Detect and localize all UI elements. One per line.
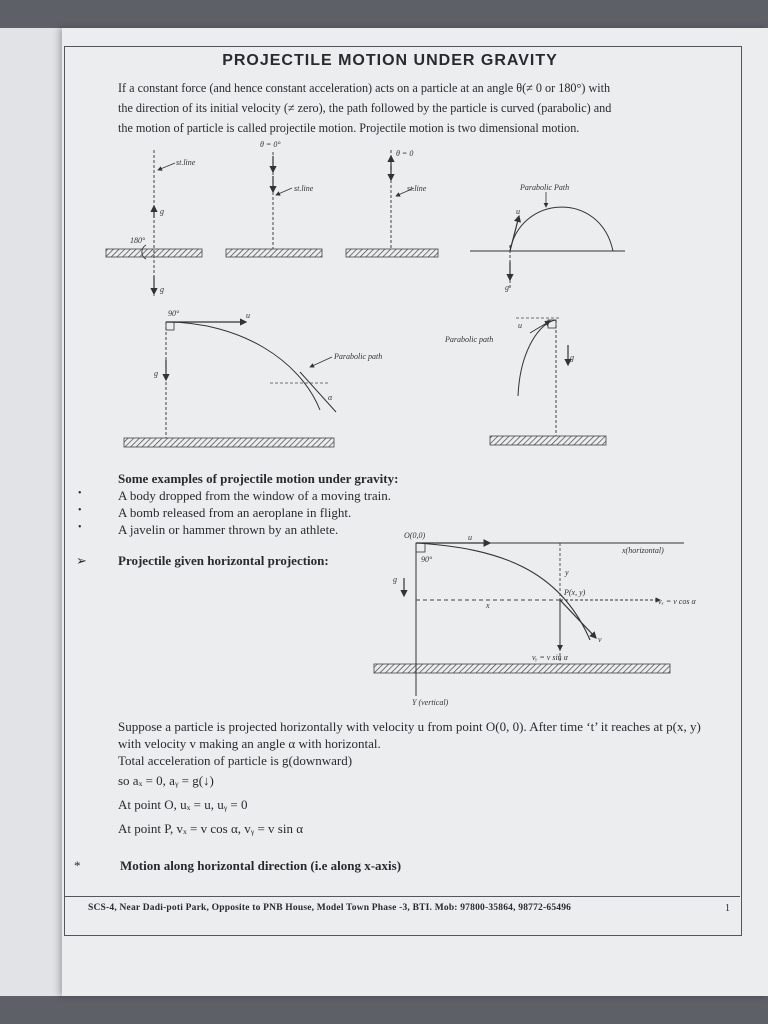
diagram-parabolic-path bbox=[470, 183, 625, 292]
diagram-parabolic-apex bbox=[444, 318, 606, 445]
motion-heading: Motion along horizontal direction (i.e along x-axis) bbox=[120, 858, 402, 873]
g-vector-label: g⃗ bbox=[154, 369, 165, 378]
list-item bbox=[78, 505, 352, 521]
g-vector-label: g⃗ bbox=[505, 283, 516, 292]
list-item bbox=[78, 488, 391, 504]
intro-line: the motion of particle is called projectile motion. Projectile motion is two dimensional motion. bbox=[118, 121, 580, 135]
x-axis-label: x(horizontal) bbox=[622, 546, 664, 555]
page-number: 1 bbox=[725, 903, 730, 914]
intro-line: the direction of its initial velocity (≠ zero), the path followed by the particle is curved (parabolic) and bbox=[118, 101, 612, 115]
st-line-label: st.line bbox=[294, 184, 314, 193]
intro-line: If a constant force (and hence constant acceleration) acts on a particle at an angle θ(≠ 0 or 180°) with bbox=[118, 81, 611, 95]
list-item bbox=[78, 522, 339, 538]
example-text: A bomb released from an aeroplane in flight. bbox=[118, 505, 352, 520]
bullet: • bbox=[78, 505, 82, 516]
page-title: PROJECTILE MOTION UNDER GRAVITY bbox=[222, 52, 558, 69]
bullet: • bbox=[78, 488, 82, 499]
alpha-label: α bbox=[328, 393, 333, 402]
y-label: y bbox=[565, 568, 569, 577]
st-line-label: st.line bbox=[176, 158, 196, 167]
equation-line: so aₓ = 0, aᵧ = g(↓) bbox=[118, 773, 214, 788]
section-marker-icon: ➢ bbox=[76, 553, 87, 568]
example-text: A javelin or hammer thrown by an athlete. bbox=[118, 522, 339, 537]
parabolic-path-label: Parabolic path bbox=[445, 335, 494, 344]
parabolic-path-label: Parabolic Path bbox=[520, 183, 570, 192]
horizontal-projection-heading: Projectile given horizontal projection: bbox=[118, 553, 329, 568]
u-vector-label: u⃗ bbox=[516, 207, 527, 216]
diagram-angle-90 bbox=[124, 309, 382, 447]
angle-90-label: 90° bbox=[168, 309, 180, 318]
footer-divider bbox=[64, 896, 740, 897]
angle-0-label: θ = 0° bbox=[260, 140, 281, 149]
g-vector-label: g⃗ bbox=[160, 285, 171, 294]
section-marker-icon: * bbox=[74, 858, 81, 873]
angle-90-label: 90° bbox=[421, 555, 433, 564]
vx-label: vₓ = v cos α bbox=[658, 597, 696, 606]
horizontal-paragraph: Suppose a particle is projected horizontally with velocity u from point O(0, 0). After time ‘t’ it reaches at p(x, y) with velocity v making an angle α with horizontal. bbox=[118, 719, 701, 751]
point-p-label: P(x, y) bbox=[564, 588, 586, 597]
x-label: x bbox=[486, 601, 490, 610]
st-line-label: st.line bbox=[407, 184, 427, 193]
example-text: A body dropped from the window of a moving train. bbox=[118, 488, 391, 503]
parabolic-path-label: Parabolic path bbox=[334, 352, 383, 361]
u-vector-label: u⃗ bbox=[518, 321, 529, 330]
origin-label: O(0,0) bbox=[404, 531, 426, 540]
u-vector-label: u⃗ bbox=[468, 533, 479, 542]
diagram-angle-180 bbox=[106, 150, 202, 296]
u-vector-label: u⃗ bbox=[246, 311, 257, 320]
acceleration-line: Total acceleration of particle is g(downward) bbox=[118, 753, 353, 768]
bullet: • bbox=[78, 522, 82, 533]
diagram-angle-0-b bbox=[346, 149, 438, 257]
vy-label: vᵧ = v sin α bbox=[532, 653, 568, 662]
angle-0-label: θ = 0 bbox=[396, 149, 414, 158]
g-vector-label: g⃗ bbox=[393, 575, 404, 584]
equation-line: At point P, vₓ = v cos α, vᵧ = v sin α bbox=[118, 821, 304, 836]
footer-address: SCS-4, Near Dadi-poti Park, Opposite to PNB House, Model Town Phase -3, BTI. Mob: 97800-35864, 98772-65496 bbox=[88, 903, 572, 913]
examples-heading: Some examples of projectile motion under gravity: bbox=[118, 471, 399, 486]
g-vector-label: g⃗ bbox=[570, 353, 581, 362]
diagram-horizontal-projection bbox=[374, 531, 696, 707]
y-axis-label: Y (vertical) bbox=[412, 698, 449, 707]
angle-180-label: 180° bbox=[130, 236, 146, 245]
g-vector-label: g⃗ bbox=[160, 207, 171, 216]
v-label: v bbox=[598, 635, 602, 644]
diagram-angle-0 bbox=[226, 140, 322, 257]
equation-line: At point O, uₓ = u, uᵧ = 0 bbox=[118, 797, 248, 812]
